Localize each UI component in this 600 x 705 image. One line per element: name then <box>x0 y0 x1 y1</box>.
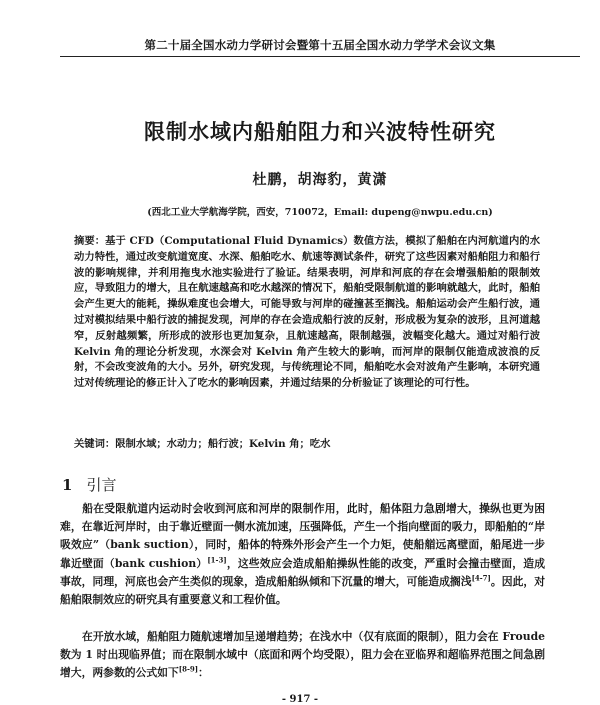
abstract <box>74 234 540 392</box>
p1-text-a: 船在受限航道内运动时会收到河底和河岸的限制作用，此时，船体阻力急剧增大，操纵也更为困难，在靠近河岸时，由于靠近壁面一侧水流加速，压强降低，产生一个指向壁面的吸力，即船舶的“岸吸效应”（bank suction），同时，船体的特殊外形会产生一个力矩，使船艏远离壁面，船尾进一步靠近壁面（bank cushion） <box>60 502 545 570</box>
abstract-label: 摘要： <box>74 235 106 247</box>
citation: [8-9] <box>178 664 199 674</box>
p1-text-b: ，这些效应会造成船舶操纵性能的改变，严重时会撞击壁面，造成事故，同理，河底也会产生类似的现象，造成船舶纵倾和下沉量的增大，可能造成搁浅 <box>60 556 546 588</box>
paper-authors: 杜鹏，胡海豹，黄潇 <box>252 172 388 188</box>
page-number: - 917 - <box>281 694 319 705</box>
section-heading <box>62 474 116 495</box>
header-rule <box>60 56 580 57</box>
keywords-text: 限制水域；水动力；船行波；Kelvin 角；吃水 <box>115 438 331 450</box>
paper-affiliation: (西北工业大学航海学院，西安，710072，Email: dupeng@nwpu.edu.cn) <box>147 207 493 218</box>
section-number: 1 <box>62 476 73 494</box>
p1-text-c: 。因此，对船舶限制效应的研究具有重要意义和工程价值。 <box>60 574 545 607</box>
keywords <box>74 437 540 453</box>
p2-text-b: ： <box>198 666 209 680</box>
citation: [1-3] <box>207 555 227 565</box>
paper-title: 限制水域内船舶阻力和兴波特性研究 <box>144 119 496 144</box>
p2-text-a: 在开放水域，船舶阻力随航速增加呈递增趋势；在浅水中（仅有底面的限制），阻力会在 Froude 数为 1 时出现临界值；而在限制水域中（底面和两个均受限），阻力会在亚临界和超临界范围之间急剧增大，两参数的公式如下 <box>60 630 545 680</box>
intro-paragraph-1 <box>60 500 545 609</box>
intro-paragraph-2 <box>60 628 545 683</box>
abstract-text: 基于 CFD（Computational Fluid Dynamics）数值方法，模拟了船舶在内河航道内的水动力特性，通过改变航道宽度、水深、船舶吃水、航速等测试条件，研究了这些因素对船舶阻力和船行波的影响规律，并利用拖曳水池实验进行了验证。结果表明，河岸和河底的存在会增强船舶的限制效应，导致阻力的增大，且在航速越高和吃水越深的情况下，船舶受限制航道的影响就越大，此时，船舶会产生更大的能耗，操纵难度也会增大，可能导致与河岸的碰撞甚至搁浅。船舶运动会产生船行波，通过对模拟结果中船行波的捕捉发现，河岸的存在会造成船行波的反射，形成极为复杂的波形，且河道越窄，反射越频繁，所形成的波形也更加复杂，且航速越高，限制越强，波幅变化越大。通过对船行波 Kelvin 角的理论分析发现，水深会对 Kelvin 角产生较大的影响，而河岸的限制仅能造成波浪的反射，不会改变波角的大小。另外，研究发现，与传统理论不同，船舶吃水会对波角产生影响，本研究通过对传统理论的修正计入了吃水的影响因素，并通过结果的分析验证了该理论的可行性。 <box>74 235 540 390</box>
running-header: 第二十届全国水动力学研讨会暨第十五届全国水动力学学术会议文集 <box>144 38 496 52</box>
section-title: 引言 <box>86 476 117 494</box>
citation: [4-7] <box>471 573 491 583</box>
keywords-label: 关键词： <box>74 438 116 450</box>
